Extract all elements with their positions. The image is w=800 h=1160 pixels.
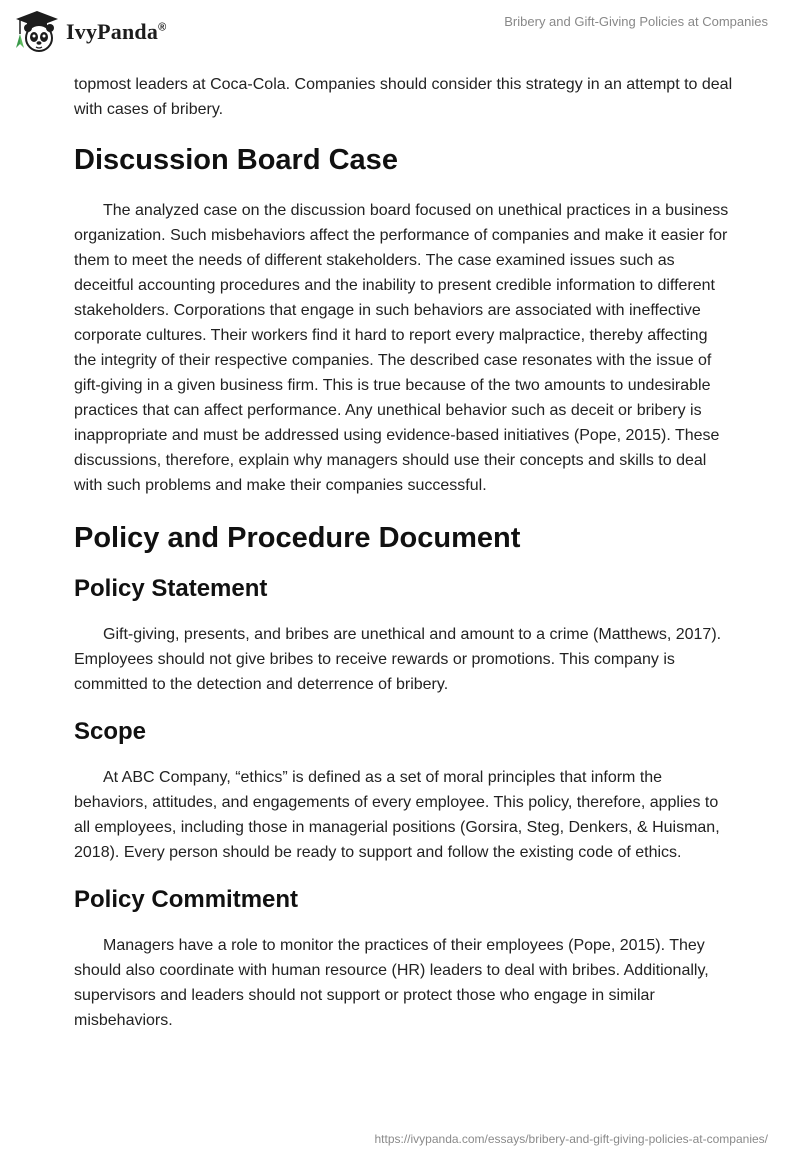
policy-document-heading: Policy and Procedure Document	[74, 522, 521, 554]
essay-content	[74, 72, 734, 1033]
panda-graduate-icon	[14, 10, 60, 54]
policy-commitment-heading: Policy Commitment	[74, 886, 299, 913]
document-title: Bribery and Gift-Giving Policies at Companies	[504, 14, 768, 29]
source-url[interactable]: https://ivypanda.com/essays/bribery-and-gift-giving-policies-at-companies/	[374, 1132, 768, 1146]
scope-paragraph: At ABC Company, “ethics” is defined as a set of moral principles that inform the behaviors, attitudes, and engagements of every employee. This policy, therefore, applies to all employees, including those in managerial positions (Gorsira, Steg, Denkers, & Huisman, 2018). Every person should be ready to support and follow the existing code of ethics.	[74, 769, 720, 861]
discussion-paragraph: The analyzed case on the discussion board focused on unethical practices in a business organization. Such misbehaviors affect the performance of companies and make it easier for them to meet the needs of different stakeholders. The case examined issues such as deceitful accounting procedures and the inability to present credible information to different stakeholders. Corporations that engage in such behaviors are associated with ineffective corporate cultures. Their workers find it hard to report every malpractice, thereby affecting the integrity of their respective companies. The described case resonates with the issue of gift-giving in a given business firm. This is true because of the two amounts to undesirable practices that can affect performance. Any unethical behavior such as deceit or bribery is inappropriate and must be addressed using evidence-based initiatives (Pope, 2015). These discussions, therefore, explain why managers should use their concepts and skills to deal with such problems and make their companies successful.	[74, 202, 729, 494]
policy-statement-heading: Policy Statement	[74, 575, 268, 602]
policy-statement-paragraph: Gift-giving, presents, and bribes are unethical and amount to a crime (Matthews, 2017). Employees should not give bribes to receive rewards or promotions. This company is committed to the detection and deterrence of bribery.	[74, 626, 722, 693]
intro-continuation: topmost leaders at Coca-Cola. Companies should consider this strategy in an attempt to deal with cases of bribery.	[74, 76, 733, 118]
brand-logo[interactable]	[14, 10, 166, 54]
discussion-heading: Discussion Board Case	[74, 144, 398, 176]
brand-text: IvyPanda	[66, 19, 159, 44]
scope-heading: Scope	[74, 718, 147, 745]
policy-commitment-paragraph: Managers have a role to monitor the practices of their employees (Pope, 2015). They should also coordinate with human resource (HR) leaders to deal with bribes. Additionally, supervisors and leaders should not support or protect those who engage in similar misbehaviors.	[74, 937, 709, 1029]
registered-mark: ®	[158, 21, 167, 34]
page-header	[0, 0, 800, 70]
brand-name	[66, 19, 166, 45]
